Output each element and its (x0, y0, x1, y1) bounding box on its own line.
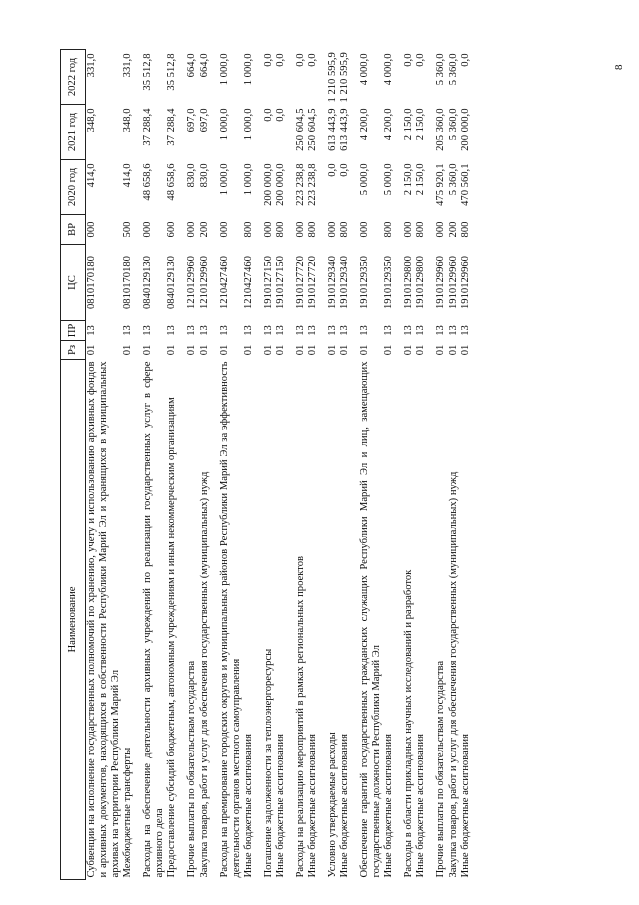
row-spacer (134, 50, 142, 880)
row-vr: 000 (186, 221, 198, 238)
row-2021: 613 443,9 (339, 108, 351, 151)
row-rz: 01 (86, 344, 97, 356)
row-2022: 1 210 595,9 (339, 52, 351, 103)
row-name: Расходы в области прикладных научных исследований и разработок (403, 569, 415, 878)
row-rz: 01 (306, 344, 318, 356)
row-cs: 1210427460 (242, 256, 254, 309)
row-rz: 01 (186, 344, 198, 356)
row-2022: 664,0 (186, 53, 198, 78)
row-name: Предоставление субсидий бюджетным, автономным учреждениям и иным некоммерческим организациям (166, 397, 178, 878)
row-pr: 13 (86, 325, 97, 336)
row-2020: 830,0 (198, 163, 210, 188)
row-name: Обеспечение гарантий государственных гражданских служащих Республики Марий Эл и лиц, замещающих государственные должности Республики Марий Эл (359, 361, 383, 878)
row-2022: 331,0 (122, 53, 134, 78)
page-number: 8 (613, 64, 625, 70)
row-cs: 1910129960 (459, 256, 471, 309)
row-2021: 4 200,0 (359, 108, 371, 141)
row-2020: 0,0 (339, 163, 351, 177)
header-rz: Рз (61, 341, 86, 360)
row-cs: 0810170180 (122, 256, 134, 309)
row-vr: 800 (242, 221, 254, 238)
table-row (307, 50, 319, 880)
row-spacer (178, 50, 186, 880)
row-pr: 13 (242, 325, 254, 336)
row-2022: 1 000,0 (218, 53, 230, 86)
row-cs: 1910129340 (327, 256, 338, 309)
header-vr: ВР (61, 215, 86, 245)
row-2020: 1 000,0 (218, 163, 230, 196)
row-name: Погашение задолженности за теплоэнергоресурсы (262, 648, 274, 878)
row-rz: 01 (459, 344, 471, 356)
table-body (86, 50, 472, 880)
row-vr: 500 (122, 221, 134, 238)
header-2020: 2020 год (61, 160, 86, 215)
table-row (327, 50, 339, 880)
row-rz: 01 (403, 344, 415, 356)
row-2021: 37 288,4 (166, 108, 178, 146)
row-2021: 250 604,5 (306, 108, 318, 151)
row-cs: 1910129350 (383, 256, 395, 309)
row-vr: 200 (447, 221, 459, 238)
row-2022: 0,0 (294, 53, 306, 67)
row-2020: 470 560,1 (459, 163, 471, 206)
row-vr: 800 (339, 221, 351, 238)
table-row (460, 50, 472, 880)
row-2020: 2 150,0 (403, 163, 415, 196)
row-2021: 205 360,0 (435, 108, 447, 151)
row-vr: 000 (294, 221, 306, 238)
row-2021: 348,0 (86, 108, 97, 133)
row-spacer (395, 50, 403, 880)
row-2020: 200 000,0 (274, 163, 286, 206)
row-2021: 250 604,5 (294, 108, 306, 151)
row-name: Расходы на реализацию мероприятий в рамках региональных проектов (294, 555, 306, 878)
header-pr: ПР (61, 321, 86, 341)
row-2022: 0,0 (274, 53, 286, 67)
row-rz: 01 (262, 344, 274, 356)
row-vr: 600 (166, 221, 178, 238)
row-vr: 800 (306, 221, 318, 238)
row-name: Закупка товаров, работ и услуг для обеспечения государственных (муниципальных) нужд (198, 471, 210, 878)
table-row (448, 50, 460, 880)
row-name: Иные бюджетные ассигнования (306, 734, 318, 878)
row-2021: 4 200,0 (383, 108, 395, 141)
row-name: Иные бюджетные ассигнования (459, 734, 471, 878)
table-row (166, 50, 178, 880)
row-pr: 13 (186, 325, 198, 336)
row-rz: 01 (274, 344, 286, 356)
row-2022: 664,0 (198, 53, 210, 78)
row-pr: 13 (262, 325, 274, 336)
header-2022: 2022 год (61, 50, 86, 105)
row-2022: 4 000,0 (359, 53, 371, 86)
table-row (339, 50, 351, 880)
row-spacer (211, 50, 219, 880)
row-2022: 0,0 (459, 53, 471, 67)
budget-table (60, 49, 472, 880)
row-2021: 37 288,4 (142, 108, 154, 146)
row-2022: 0,0 (403, 53, 415, 67)
table-row (263, 50, 275, 880)
row-cs: 1210427460 (218, 256, 230, 309)
row-spacer (319, 50, 327, 880)
row-rz: 01 (327, 344, 338, 356)
row-cs: 0810170180 (86, 256, 97, 309)
table-row (86, 50, 123, 880)
row-pr: 13 (359, 325, 371, 336)
row-2021: 2 150,0 (403, 108, 415, 141)
row-rz: 01 (242, 344, 254, 356)
row-pr: 13 (435, 325, 447, 336)
row-spacer (351, 50, 359, 880)
row-name: Прочие выплаты по обязательствам государства (186, 660, 198, 878)
row-spacer (287, 50, 295, 880)
row-pr: 13 (447, 325, 459, 336)
row-cs: 0840129130 (166, 256, 178, 309)
row-cs: 1210129960 (198, 256, 210, 309)
table-row (435, 50, 447, 880)
row-rz: 01 (435, 344, 447, 356)
table-header (61, 50, 86, 880)
table-row (403, 50, 415, 880)
table-row (142, 50, 166, 880)
rotated-table-region (60, 52, 575, 880)
row-name: Иные бюджетные ассигнования (274, 734, 286, 878)
row-vr: 200 (198, 221, 210, 238)
row-pr: 13 (415, 325, 427, 336)
row-2022: 1 210 595,9 (327, 52, 338, 103)
table-row (122, 50, 134, 880)
row-name: Расходы на премирование городских округов и муниципальных районов Республики Марий Эл за эффективность деятельности органов местного самоуправления (218, 361, 242, 878)
row-rz: 01 (359, 344, 371, 356)
row-cs: 1910127150 (274, 256, 286, 309)
row-2020: 48 658,6 (166, 163, 178, 201)
row-pr: 13 (166, 325, 178, 336)
table-row (186, 50, 198, 880)
row-2022: 1 000,0 (242, 53, 254, 86)
header-name: Наименование (61, 360, 86, 880)
row-rz: 01 (218, 344, 230, 356)
row-2022: 5 360,0 (435, 53, 447, 86)
row-cs: 1910129960 (447, 256, 459, 309)
row-2020: 5 000,0 (359, 163, 371, 196)
row-2022: 5 360,0 (447, 53, 459, 86)
row-spacer (255, 50, 263, 880)
table-row (415, 50, 427, 880)
row-pr: 13 (459, 325, 471, 336)
table-row (199, 50, 211, 880)
row-2021: 0,0 (262, 108, 274, 122)
row-name: Иные бюджетные ассигнования (415, 734, 427, 878)
row-2020: 0,0 (327, 163, 338, 177)
row-spacer (427, 50, 435, 880)
row-2021: 200 000,0 (459, 108, 471, 151)
table-row (219, 50, 243, 880)
row-rz: 01 (198, 344, 210, 356)
row-rz: 01 (383, 344, 395, 356)
row-rz: 01 (294, 344, 306, 356)
row-pr: 13 (383, 325, 395, 336)
row-pr: 13 (122, 325, 134, 336)
row-vr: 800 (274, 221, 286, 238)
table-row (275, 50, 287, 880)
row-2020: 414,0 (122, 163, 134, 188)
row-2021: 0,0 (274, 108, 286, 122)
row-pr: 13 (142, 325, 154, 336)
header-2021: 2021 год (61, 105, 86, 160)
header-cs: ЦС (61, 245, 86, 321)
row-name: Межбюджетные трансферты (122, 747, 134, 878)
row-2020: 200 000,0 (262, 163, 274, 206)
row-2021: 697,0 (186, 108, 198, 133)
row-2020: 1 000,0 (242, 163, 254, 196)
row-cs: 1910129340 (339, 256, 351, 309)
row-rz: 01 (166, 344, 178, 356)
row-pr: 13 (403, 325, 415, 336)
row-2021: 2 150,0 (415, 108, 427, 141)
row-pr: 13 (327, 325, 338, 336)
row-2020: 830,0 (186, 163, 198, 188)
row-cs: 1210129960 (186, 256, 198, 309)
row-2020: 5 360,0 (447, 163, 459, 196)
row-name: Условно утверждаемые расходы (327, 732, 338, 878)
row-2020: 2 150,0 (415, 163, 427, 196)
row-2022: 0,0 (415, 53, 427, 67)
row-rz: 01 (142, 344, 154, 356)
row-vr: 000 (435, 221, 447, 238)
row-cs: 1910127150 (262, 256, 274, 309)
row-name: Иные бюджетные ассигнования (383, 734, 395, 878)
row-pr: 13 (306, 325, 318, 336)
row-2020: 414,0 (86, 163, 97, 188)
table-row (295, 50, 307, 880)
row-vr: 000 (359, 221, 371, 238)
row-rz: 01 (339, 344, 351, 356)
row-2022: 4 000,0 (383, 53, 395, 86)
row-name: Иные бюджетные ассигнования (339, 734, 351, 878)
row-vr: 800 (383, 221, 395, 238)
row-pr: 13 (294, 325, 306, 336)
row-cs: 1910129800 (415, 256, 427, 309)
row-vr: 000 (403, 221, 415, 238)
row-cs: 1910129960 (435, 256, 447, 309)
row-pr: 13 (198, 325, 210, 336)
row-rz: 01 (415, 344, 427, 356)
row-2022: 0,0 (306, 53, 318, 67)
row-2021: 5 360,0 (447, 108, 459, 141)
row-cs: 1910129350 (359, 256, 371, 309)
row-2021: 348,0 (122, 108, 134, 133)
row-2022: 35 512,8 (166, 53, 178, 91)
row-cs: 1910127720 (294, 256, 306, 309)
row-2021: 1 000,0 (242, 108, 254, 141)
row-2020: 5 000,0 (383, 163, 395, 196)
row-2022: 35 512,8 (142, 53, 154, 91)
row-name: Иные бюджетные ассигнования (242, 734, 254, 878)
row-vr: 000 (327, 221, 338, 238)
row-rz: 01 (447, 344, 459, 356)
row-2020: 48 658,6 (142, 163, 154, 201)
row-2022: 331,0 (86, 53, 97, 78)
row-2022: 0,0 (262, 53, 274, 67)
row-cs: 0840129130 (142, 256, 154, 309)
row-vr: 800 (459, 221, 471, 238)
row-vr: 000 (262, 221, 274, 238)
row-name: Прочие выплаты по обязательствам государства (435, 660, 447, 878)
row-2021: 697,0 (198, 108, 210, 133)
row-pr: 13 (218, 325, 230, 336)
row-name: Расходы на обеспечение деятельности архивных учреждений по реализации государственных услуг в сфере архивного дела (142, 361, 166, 878)
row-vr: 800 (415, 221, 427, 238)
table-row (383, 50, 395, 880)
row-vr: 000 (86, 221, 97, 238)
row-cs: 1910129800 (403, 256, 415, 309)
row-2020: 223 238,8 (306, 163, 318, 206)
row-name: Субвенции на исполнение государственных полномочий по хранению, учету и использованию архивных фондов и архивных документов, находящихся в собственности Республики Марий Эл и хранящихся в муниципальных архивах на территории Республики Марий Эл (86, 361, 122, 878)
row-rz: 01 (122, 344, 134, 356)
table-row (243, 50, 255, 880)
row-pr: 13 (274, 325, 286, 336)
row-2021: 1 000,0 (218, 108, 230, 141)
row-name: Закупка товаров, работ и услуг для обеспечения государственных (муниципальных) нужд (447, 471, 459, 878)
row-2020: 223 238,8 (294, 163, 306, 206)
row-vr: 000 (218, 221, 230, 238)
table-row (359, 50, 383, 880)
row-2021: 613 443,9 (327, 108, 338, 151)
row-2020: 475 920,1 (435, 163, 447, 206)
row-pr: 13 (339, 325, 351, 336)
row-cs: 1910127720 (306, 256, 318, 309)
row-vr: 000 (142, 221, 154, 238)
